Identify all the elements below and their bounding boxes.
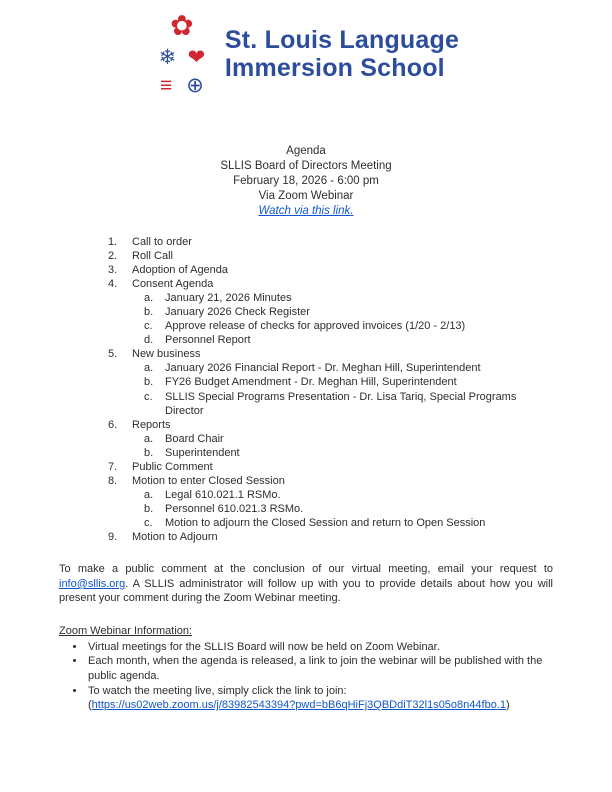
zoom-bullet-3 <box>86 684 552 713</box>
subitem-text: Motion to adjourn the Closed Session and return to Open Session <box>165 517 486 530</box>
item-text: Adoption of Agenda <box>132 263 229 276</box>
agenda-item-6 <box>108 418 542 432</box>
item-text: Public Comment <box>132 460 213 473</box>
zoom-link-line <box>88 698 552 713</box>
subitem-text: January 21, 2026 Minutes <box>165 292 292 304</box>
bullet-text: Each month, when the agenda is released, a link to join the webinar will be published with the public agenda. <box>88 655 543 682</box>
item-text: New business <box>132 348 201 361</box>
subitem-letter: b. <box>144 446 154 459</box>
item-text: Call to order <box>132 235 192 248</box>
subitem-letter: d. <box>144 334 154 347</box>
agenda-subitem-4d <box>108 333 542 347</box>
agenda-item-8 <box>108 474 542 488</box>
zoom-webinar-link[interactable]: https://us02web.zoom.us/j/83982543394?pwd=bB6qHiFj3QBDdiT32l1s05o8n44fbo.1 <box>91 699 506 712</box>
subitem-text: FY26 Budget Amendment - Dr. Meghan Hill, Superintendent <box>165 376 457 389</box>
agenda-item-7 <box>108 460 542 474</box>
agenda-subitem-4c <box>108 319 542 333</box>
agenda-item-4 <box>108 277 542 291</box>
meeting-datetime: February 18, 2026 - 6:00 pm <box>233 174 379 187</box>
heart-icon: ❤ <box>187 46 206 69</box>
logo-icon-row <box>153 12 211 40</box>
item-text: Reports <box>132 418 171 431</box>
school-name <box>225 26 459 83</box>
zoom-bullet-2 <box>86 654 552 683</box>
public-comment-paragraph <box>59 562 553 606</box>
subitem-text: Approve release of checks for approved invoices (1/20 - 2/13) <box>165 320 466 333</box>
paren-open: ( <box>88 699 92 712</box>
watch-link-line <box>0 204 612 219</box>
agenda-item-5 <box>108 347 542 361</box>
item-text: Consent Agenda <box>132 277 214 290</box>
bullet-text: Virtual meetings for the SLLIS Board will now be held on Zoom Webinar. <box>88 640 440 653</box>
item-text: Motion to Adjourn <box>132 531 218 544</box>
agenda-subitem-8c <box>108 516 542 530</box>
item-number: 2. <box>108 249 118 262</box>
agenda-item-2 <box>108 249 542 263</box>
logo-icon <box>153 12 211 96</box>
item-number: 3. <box>108 263 118 276</box>
item-number: 4. <box>108 277 118 290</box>
zoom-info-list <box>59 640 552 713</box>
item-number: 5. <box>108 348 118 361</box>
item-text: Roll Call <box>132 249 173 262</box>
agenda-subitem-4b <box>108 305 542 319</box>
item-number: 9. <box>108 531 118 544</box>
agenda-subitem-6b <box>108 446 542 460</box>
logo-icon-row <box>153 75 211 96</box>
subitem-letter: b. <box>144 503 154 516</box>
agenda-item-9 <box>108 530 542 544</box>
subitem-letter: b. <box>144 376 154 389</box>
subitem-letter: b. <box>144 306 154 319</box>
meeting-platform: Via Zoom Webinar <box>258 189 354 202</box>
logo-icon-row <box>153 47 211 68</box>
zoom-info-heading: Zoom Webinar Information: <box>59 624 193 637</box>
item-number: 6. <box>108 418 118 431</box>
agenda-item-3 <box>108 263 542 277</box>
school-name-line1: St. Louis Language <box>224 25 460 54</box>
agenda-subitem-6a <box>108 432 542 446</box>
watch-link[interactable]: Watch via this link. <box>258 204 354 217</box>
subitem-text: Personnel 610.021.3 RSMo. <box>165 503 304 516</box>
subitem-letter: c. <box>144 390 153 403</box>
globe-icon: ⊕ <box>186 74 204 97</box>
paren-close: ) <box>505 699 510 712</box>
subitem-text: Superintendent <box>165 446 240 459</box>
school-name-line2: Immersion School <box>224 54 445 82</box>
subitem-letter: a. <box>144 292 154 304</box>
snowflake-icon: ❄ <box>158 46 177 69</box>
subitem-text: January 2026 Financial Report - Dr. Meghan Hill, Superintendent <box>165 362 481 375</box>
email-link[interactable]: info@sllis.org <box>59 577 126 590</box>
paragraph-text: . A SLLIS administrator will follow up with you to provide details about how you will present your comment during the Zoom Webinar meeting. <box>59 577 553 605</box>
agenda-subitem-5a <box>108 361 542 375</box>
agenda-item-1 <box>108 235 542 249</box>
paragraph-text: To make a public comment at the conclusion of our virtual meeting, email your request to <box>59 563 553 576</box>
agenda-subitem-8b <box>108 502 542 516</box>
subitem-letter: c. <box>144 517 153 530</box>
item-text: Motion to enter Closed Session <box>132 475 285 488</box>
subitem-text: Personnel Report <box>165 334 251 347</box>
doc-title: Agenda <box>286 145 326 157</box>
stripes-flag-icon: ≡ <box>159 74 173 97</box>
subitem-text: Legal 610.021.1 RSMo. <box>165 489 281 502</box>
agenda-subitem-5c <box>108 390 542 418</box>
subitem-text: Board Chair <box>165 432 224 445</box>
item-number: 1. <box>108 235 118 248</box>
doc-subtitle: SLLIS Board of Directors Meeting <box>220 159 392 172</box>
subitem-letter: c. <box>144 320 153 333</box>
document-header <box>0 144 612 219</box>
subitem-letter: a. <box>144 432 154 445</box>
agenda-subitem-4a <box>108 291 542 305</box>
zoom-bullet-1 <box>86 640 552 655</box>
subitem-letter: a. <box>144 362 154 375</box>
agenda-list <box>108 235 542 545</box>
pinwheel-icon: ✿ <box>170 10 194 41</box>
subitem-text: SLLIS Special Programs Presentation - Dr. Lisa Tariq, Special Programs Director <box>165 390 517 417</box>
agenda-subitem-5b <box>108 375 542 389</box>
item-number: 8. <box>108 475 118 488</box>
agenda-subitem-8a <box>108 488 542 502</box>
subitem-letter: a. <box>144 489 154 502</box>
subitem-text: January 2026 Check Register <box>165 306 310 319</box>
bullet-text: To watch the meeting live, simply click the link to join: <box>88 684 347 697</box>
school-logo <box>0 0 612 96</box>
item-number: 7. <box>108 460 118 473</box>
